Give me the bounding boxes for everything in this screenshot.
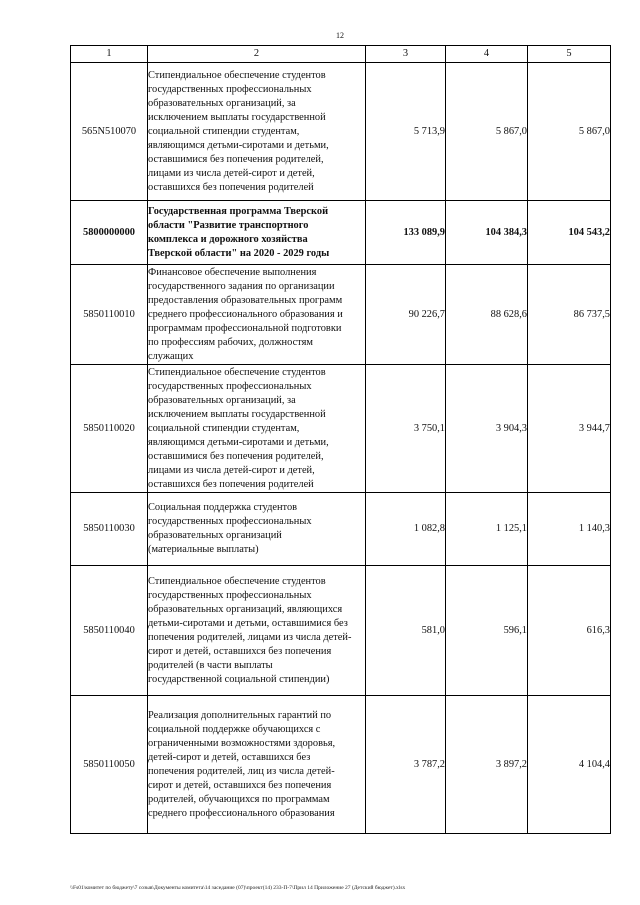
description-line: Финансовое обеспечение выполнения <box>148 266 317 278</box>
description-line: являющимся детьми-сиротами и детьми, <box>148 436 329 448</box>
value-col-4: 1 125,1 <box>446 493 528 566</box>
value-col-3: 133 089,9 <box>366 201 446 265</box>
description-line: являющимся детьми-сиротами и детьми, <box>148 139 329 151</box>
description-line: лицами из числа детей-сирот и детей, <box>148 464 315 476</box>
description-line: области "Развитие транспортного <box>148 219 309 231</box>
header-col-5: 5 <box>528 46 611 63</box>
description-line: Стипендиальное обеспечение студентов <box>148 575 326 587</box>
description-line: предоставления образовательных программ <box>148 294 343 306</box>
description-line: (материальные выплаты) <box>148 544 259 555</box>
row-description <box>148 63 366 201</box>
description-line: попечения родителей, лицами из числа детей- <box>148 631 352 643</box>
header-col-2: 2 <box>148 46 366 63</box>
description-line: государственного задания по организации <box>148 280 335 292</box>
description-line: детьми-сиротами и детьми, оставшимися без <box>148 617 348 629</box>
value-col-3: 3 750,1 <box>366 365 446 493</box>
value-col-4: 596,1 <box>446 566 528 696</box>
description-line: оставшимися без попечения родителей, <box>148 450 324 462</box>
value-col-4: 3 897,2 <box>446 696 528 834</box>
description-line: Государственная программа Тверской <box>148 205 329 217</box>
description-line: исключением выплаты государственной <box>148 408 326 420</box>
table-row <box>71 265 611 365</box>
description-line: государственных профессиональных <box>148 589 312 601</box>
value-col-5: 616,3 <box>528 566 611 696</box>
description-line: детей-сирот и детей, оставшихся без <box>148 751 311 763</box>
description-line: лицами из числа детей-сирот и детей, <box>148 167 315 179</box>
value-col-3: 1 082,8 <box>366 493 446 566</box>
row-code: 5850110050 <box>71 696 148 834</box>
description-line: исключением выплаты государственной <box>148 111 326 123</box>
description-line: социальной стипендии студентам, <box>148 422 300 434</box>
value-col-4: 3 904,3 <box>446 365 528 493</box>
row-description <box>148 696 366 834</box>
value-col-5: 86 737,5 <box>528 265 611 365</box>
row-code: 5850110020 <box>71 365 148 493</box>
value-col-3: 3 787,2 <box>366 696 446 834</box>
header-col-4: 4 <box>446 46 528 63</box>
description-line: комплекса и дорожного хозяйства <box>148 233 308 245</box>
description-line: сирот и детей, оставшихся без попечения <box>148 645 332 657</box>
value-col-4: 5 867,0 <box>446 63 528 201</box>
budget-table <box>70 45 611 834</box>
row-code: 565N510070 <box>71 63 148 201</box>
row-code: 5850110010 <box>71 265 148 365</box>
value-col-4: 88 628,6 <box>446 265 528 365</box>
description-line: по профессиям рабочих, должностям <box>148 336 313 348</box>
description-line: среднего профессионального образования <box>148 807 335 819</box>
table-row <box>71 566 611 696</box>
row-code: 5850110030 <box>71 493 148 566</box>
description-line: оставшихся без попечения родителей <box>148 181 314 193</box>
table-row <box>71 63 611 201</box>
value-col-5: 1 140,3 <box>528 493 611 566</box>
value-col-3: 581,0 <box>366 566 446 696</box>
row-description <box>148 265 366 365</box>
row-description <box>148 493 366 566</box>
description-line: социальной стипендии студентам, <box>148 125 300 137</box>
description-line: Стипендиальное обеспечение студентов <box>148 69 326 81</box>
description-line: образовательных организаций <box>148 530 282 541</box>
table-row <box>71 201 611 265</box>
header-col-3: 3 <box>366 46 446 63</box>
value-col-5: 104 543,2 <box>528 201 611 265</box>
row-description <box>148 566 366 696</box>
description-line: государственных профессиональных <box>148 516 312 527</box>
description-line: оставшихся без попечения родителей <box>148 478 314 490</box>
description-line: среднего профессионального образования и <box>148 308 343 320</box>
description-line: сирот и детей, оставшихся без попечения <box>148 779 332 791</box>
row-code: 5800000000 <box>71 201 148 265</box>
header-col-1: 1 <box>71 46 148 63</box>
description-line: образовательных организаций, за <box>148 97 296 109</box>
table-row <box>71 493 611 566</box>
page-number: 12 <box>336 31 344 40</box>
description-line: государственных профессиональных <box>148 380 312 392</box>
description-line: государственной социальной стипендии) <box>148 673 330 685</box>
description-line: родителей, обучающихся по программам <box>148 793 330 805</box>
value-col-3: 5 713,9 <box>366 63 446 201</box>
table-row <box>71 365 611 493</box>
description-line: ограниченными возможностями здоровья, <box>148 737 336 749</box>
value-col-3: 90 226,7 <box>366 265 446 365</box>
row-description <box>148 201 366 265</box>
description-line: родителей (в части выплаты <box>148 659 273 671</box>
value-col-4: 104 384,3 <box>446 201 528 265</box>
value-col-5: 4 104,4 <box>528 696 611 834</box>
description-line: образовательных организаций, за <box>148 394 296 406</box>
description-line: Социальная поддержка студентов <box>148 502 298 513</box>
description-line: оставшимися без попечения родителей, <box>148 153 324 165</box>
description-line: служащих <box>148 350 194 362</box>
value-col-5: 3 944,7 <box>528 365 611 493</box>
row-code: 5850110040 <box>71 566 148 696</box>
row-description <box>148 365 366 493</box>
description-line: Тверской области" на 2020 - 2029 годы <box>148 247 330 259</box>
table-row <box>71 696 611 834</box>
description-line: Стипендиальное обеспечение студентов <box>148 366 326 378</box>
description-line: Реализация дополнительных гарантий по <box>148 709 332 721</box>
description-line: программам профессиональной подготовки <box>148 322 342 334</box>
description-line: социальной поддержке обучающихся с <box>148 723 321 735</box>
description-line: образовательных организаций, являющихся <box>148 603 343 615</box>
value-col-5: 5 867,0 <box>528 63 611 201</box>
file-path-footer: \\Fs01\комитет по бюджету\7 созыв\Документы комитета\14 заседание (07)\проект(14) 233-П-7\Прил 14 Приложение 27 (Детский бюджет).xlsx <box>70 885 406 891</box>
header-row <box>71 46 611 63</box>
description-line: государственных профессиональных <box>148 83 312 95</box>
description-line: попечения родителей, лиц из числа детей- <box>148 765 335 777</box>
